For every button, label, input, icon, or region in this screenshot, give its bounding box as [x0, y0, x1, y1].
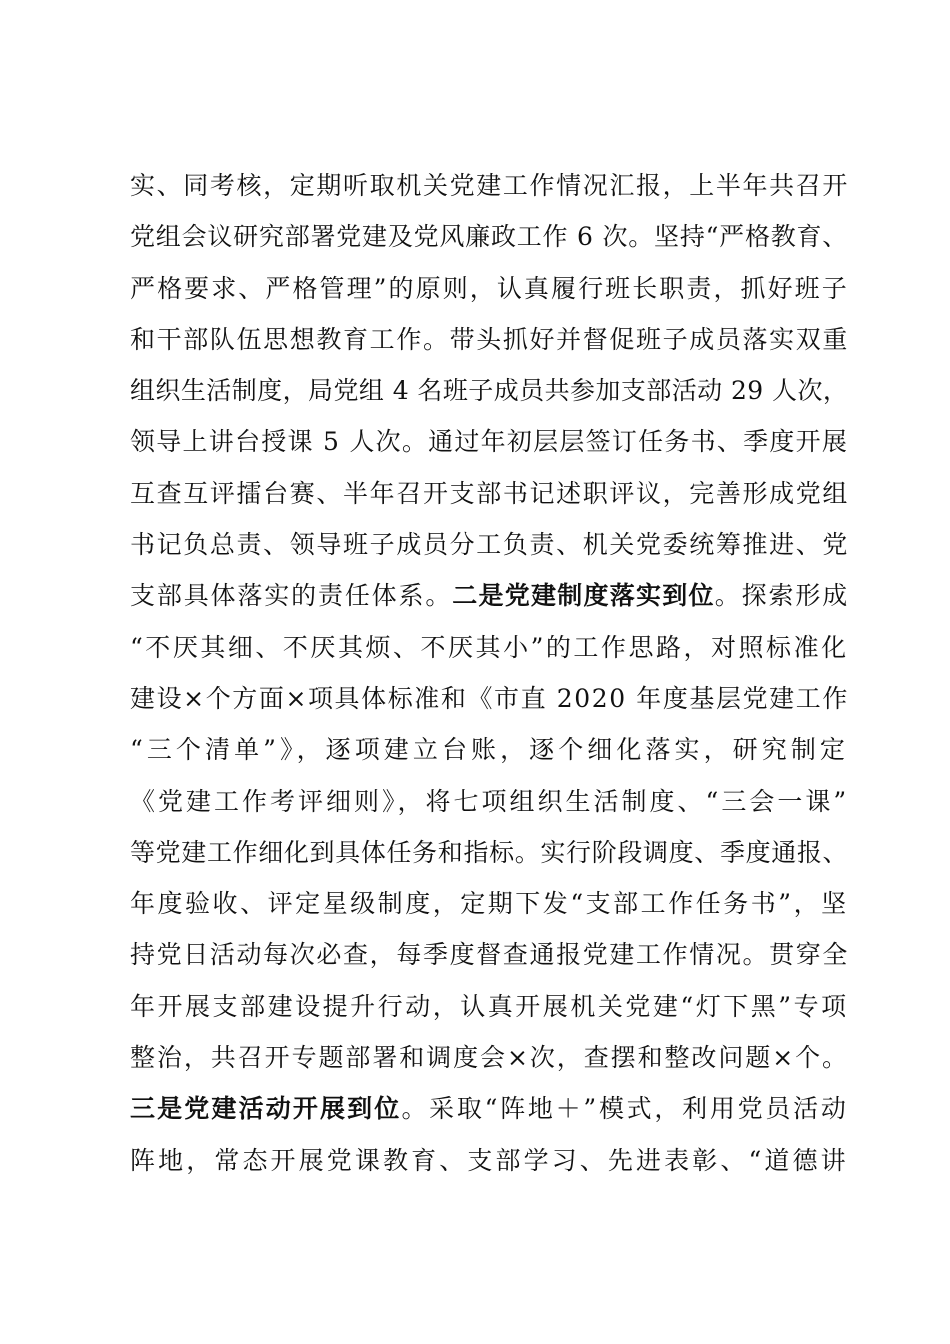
body-text-span: 党组会议研究部署党建及党风廉政工作 6 次。坚持“严格教育、: [130, 222, 849, 252]
text-line: [130, 468, 850, 519]
text-line: [130, 365, 850, 416]
text-line: [130, 1135, 850, 1186]
body-text-span: 整治，共召开专题部署和调度会×次，查摆和整改问题×个。: [130, 1043, 849, 1073]
body-text-span: 阵地，常态开展党课教育、支部学习、先进表彰、“道德讲: [130, 1145, 849, 1175]
body-text-span: 年开展支部建设提升行动，认真开展机关党建“灯下黑”专项: [130, 991, 849, 1021]
bold-heading-text: 三是党建活动开展到位: [130, 1094, 402, 1124]
text-line: [130, 776, 850, 827]
text-line: [130, 724, 850, 775]
text-line: [130, 314, 850, 365]
text-line: [130, 416, 850, 467]
body-text-span: 书记负总责、领导班子成员分工负责、机关党委统筹推进、党: [130, 530, 850, 560]
body-text-span: 和干部队伍思想教育工作。带头抓好并督促班子成员落实双重: [130, 324, 850, 354]
body-text-span: 。采取“阵地＋”模式，利用党员活动: [401, 1094, 849, 1124]
body-text-span: 建设×个方面×项具体标准和《市直 2020 年度基层党建工作: [130, 683, 849, 713]
body-text-span: 《党建工作考评细则》，将七项组织生活制度、“三会一课”: [130, 786, 850, 816]
text-line: [130, 263, 850, 314]
text-line: [130, 1032, 850, 1083]
text-line: [130, 827, 850, 878]
text-line: [130, 1083, 850, 1134]
body-text-span: 年度验收、评定星级制度，定期下发“支部工作任务书”，坚: [130, 889, 849, 919]
body-text-span: “三个清单”》，逐项建立台账，逐个细化落实，研究制定: [130, 735, 849, 765]
text-line: [130, 673, 850, 724]
text-line: [130, 519, 850, 570]
body-text-span: 等党建工作细化到具体任务和指标。实行阶段调度、季度通报、: [130, 837, 849, 867]
text-line: [130, 981, 850, 1032]
text-line: [130, 622, 850, 673]
body-text-span: 互查互评擂台赛、半年召开支部书记述职评议，完善形成党组: [130, 478, 850, 508]
text-line: [130, 211, 850, 262]
text-line: [130, 878, 850, 929]
body-text-span: 组织生活制度，局党组 4 名班子成员共参加支部活动 29 人次，: [130, 376, 849, 406]
bold-heading-text: 二是党建制度落实到位: [452, 581, 715, 611]
body-text-span: 严格要求、严格管理”的原则，认真履行班长职责，抓好班子: [130, 273, 849, 303]
body-text-span: “不厌其细、不厌其烦、不厌其小”的工作思路，对照标准化: [130, 632, 849, 662]
text-line: [130, 160, 850, 211]
body-text-span: 领导上讲台授课 5 人次。通过年初层层签订任务书、季度开展: [130, 427, 849, 457]
text-line: [130, 929, 850, 980]
body-text-span: 。探索形成: [714, 581, 850, 611]
body-text-span: 持党日活动每次必查，每季度督查通报党建工作情况。贯穿全: [130, 940, 850, 970]
body-text-span: 支部具体落实的责任体系。: [130, 581, 453, 611]
text-line: [130, 570, 850, 621]
body-text: [130, 160, 850, 1186]
body-text-span: 实、同考核，定期听取机关党建工作情况汇报，上半年共召开: [130, 171, 850, 200]
